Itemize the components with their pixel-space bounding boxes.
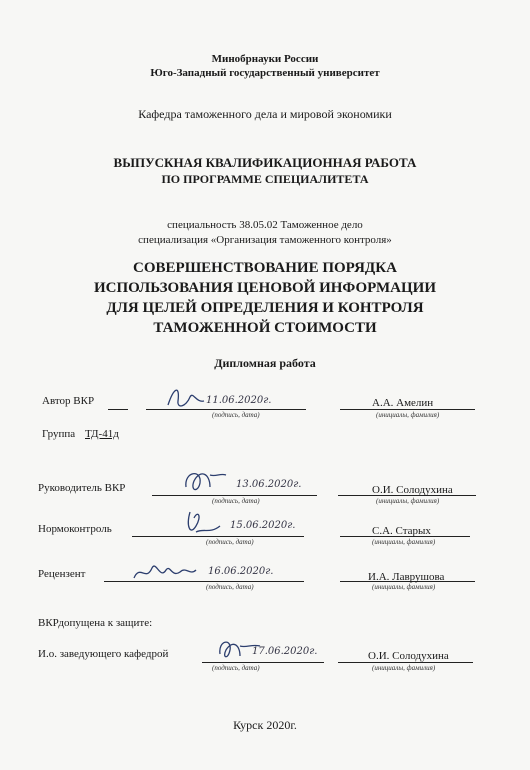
norm-control-name: С.А. Старых (372, 525, 431, 537)
acting-head-date: 17.06.2020г. (252, 646, 318, 657)
author-label: Автор ВКР (42, 395, 95, 407)
reviewer-sign-caption: (подпись, дата) (206, 583, 254, 591)
acting-head-name-line (338, 662, 473, 663)
work-type-line1: ВЫПУСКНАЯ КВАЛИФИКАЦИОННАЯ РАБОТА (113, 155, 417, 170)
norm-control-label: Нормоконтроль (38, 523, 112, 535)
thesis-title-line3: ДЛЯ ЦЕЛЕЙ ОПРЕДЕЛЕНИЯ И КОНТРОЛЯ (106, 300, 424, 316)
reviewer-signature (130, 556, 200, 588)
norm-control-date: 15.06.2020г. (230, 520, 296, 531)
document-kind: Дипломная работа (214, 356, 316, 370)
supervisor-signature-line (152, 495, 317, 496)
reviewer-name-caption: (инициалы, фамилия) (372, 583, 436, 591)
supervisor-name-caption: (инициалы, фамилия) (376, 497, 440, 505)
reviewer-label: Рецензент (38, 568, 86, 580)
acting-head-name: О.И. Солодухина (368, 650, 449, 662)
author-sign-caption: (подпись, дата) (212, 411, 260, 419)
reviewer-date: 16.06.2020г. (208, 566, 274, 577)
supervisor-label: Руководитель ВКР (38, 482, 126, 494)
acting-head-sign-caption: (подпись, дата) (212, 664, 260, 672)
ministry-name: Минобрнауки России (211, 53, 319, 65)
city-year: Курск 2020г. (233, 718, 297, 732)
author-name: А.А. Амелин (372, 397, 434, 409)
work-type-line2: ПО ПРОГРАММЕ СПЕЦИАЛИТЕТА (161, 172, 369, 186)
supervisor-date: 13.06.2020г. (236, 479, 302, 490)
department-name: Кафедра таможенного дела и мировой экономики (138, 107, 392, 121)
group-value: ТД-41д (85, 428, 119, 440)
thesis-title-line2: ИСПОЛЬЗОВАНИЯ ЦЕНОВОЙ ИНФОРМАЦИИ (93, 280, 437, 296)
author-rule-left (108, 409, 128, 410)
author-name-caption: (инициалы, фамилия) (376, 411, 440, 419)
author-name-line (340, 409, 475, 410)
acting-head-label: И.о. заведующего кафедрой (38, 648, 169, 660)
admitted-to-defense: ВКРдопущена к защите: (38, 617, 153, 629)
supervisor-signature (180, 465, 230, 499)
reviewer-name: И.А. Лаврушова (368, 571, 445, 583)
author-date: 11.06.2020г. (206, 395, 272, 406)
specialization-line: специализация «Организация таможенного контроля» (138, 234, 392, 246)
specialty-line: специальность 38.05.02 Таможенное дело (167, 219, 363, 231)
author-signature (160, 383, 210, 413)
thesis-title-line4: ТАМОЖЕННОЙ СТОИМОСТИ (153, 320, 377, 336)
norm-control-sign-caption: (подпись, дата) (206, 538, 254, 546)
norm-control-signature (176, 506, 228, 540)
acting-head-name-caption: (инициалы, фамилия) (372, 664, 436, 672)
supervisor-sign-caption: (подпись, дата) (212, 497, 260, 505)
university-name: Юго-Западный государственный университет (150, 67, 380, 79)
thesis-title-line1: СОВЕРШЕНСТВОВАНИЕ ПОРЯДКА (133, 260, 397, 276)
group-label: Группа (42, 428, 76, 440)
supervisor-name: О.И. Солодухина (372, 484, 453, 496)
norm-control-name-caption: (инициалы, фамилия) (372, 538, 436, 546)
